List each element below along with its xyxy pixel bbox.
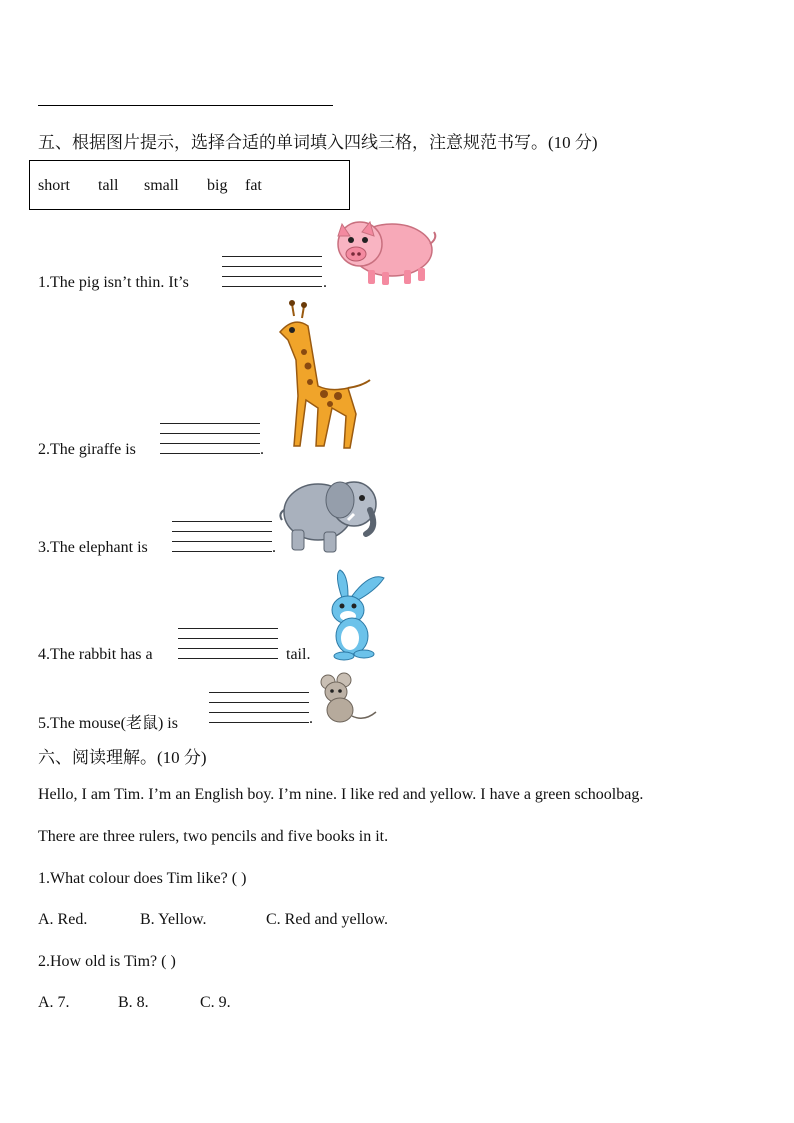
section5-title: 五、根据图片提示，选择合适的单词填入四线三格，注意规范书写。(10 分) (38, 133, 598, 152)
option-c[interactable]: C. 9. (200, 994, 231, 1011)
option-b[interactable]: B. Yellow. (140, 911, 207, 928)
word-bank-item: fat (245, 177, 262, 194)
elephant-picture (278, 470, 380, 554)
giraffe-picture (270, 296, 376, 456)
word-bank (29, 160, 350, 210)
question-text: 2.How old is Tim? ( ) (38, 953, 176, 970)
word-bank-item: short (38, 177, 70, 194)
question-3-text: 3.The elephant is (38, 539, 148, 556)
four-line-grid[interactable] (209, 692, 309, 724)
pig-picture (334, 214, 438, 288)
rabbit-picture (320, 568, 388, 662)
question-2-end: . (260, 441, 264, 458)
section6-title: 六、阅读理解。(10 分) (38, 748, 207, 767)
question-2-text: 2.The giraffe is (38, 441, 136, 458)
four-line-grid[interactable] (178, 628, 278, 660)
option-b[interactable]: B. 8. (118, 994, 149, 1011)
answer-line (38, 105, 333, 106)
question-4-text: 4.The rabbit has a (38, 646, 153, 663)
question-3-end: . (272, 539, 276, 556)
question-1-end: . (323, 274, 327, 291)
question-text: 1.What colour does Tim like? ( ) (38, 870, 247, 887)
word-bank-item: big (207, 177, 228, 194)
four-line-grid[interactable] (222, 256, 322, 288)
option-c[interactable]: C. Red and yellow. (266, 911, 389, 928)
option-a[interactable]: A. 7. (38, 994, 70, 1011)
question-1-text: 1.The pig isn’t thin. It’s (38, 274, 189, 291)
mouse-picture (318, 672, 380, 724)
word-bank-item: small (144, 177, 179, 194)
question-5-end: . (309, 710, 313, 727)
passage-line: There are three rulers, two pencils and five books in it. (38, 828, 389, 845)
question-4-end: tail. (286, 646, 311, 663)
option-a[interactable]: A. Red. (38, 911, 88, 928)
passage-line: Hello, I am Tim. I’m an English boy. I’m nine. I like red and yellow. I have a green schoolbag. (38, 786, 644, 803)
question-5-text: 5.The mouse(老鼠) is (38, 715, 178, 732)
four-line-grid[interactable] (172, 521, 272, 553)
word-bank-item: tall (98, 177, 119, 194)
four-line-grid[interactable] (160, 423, 260, 455)
